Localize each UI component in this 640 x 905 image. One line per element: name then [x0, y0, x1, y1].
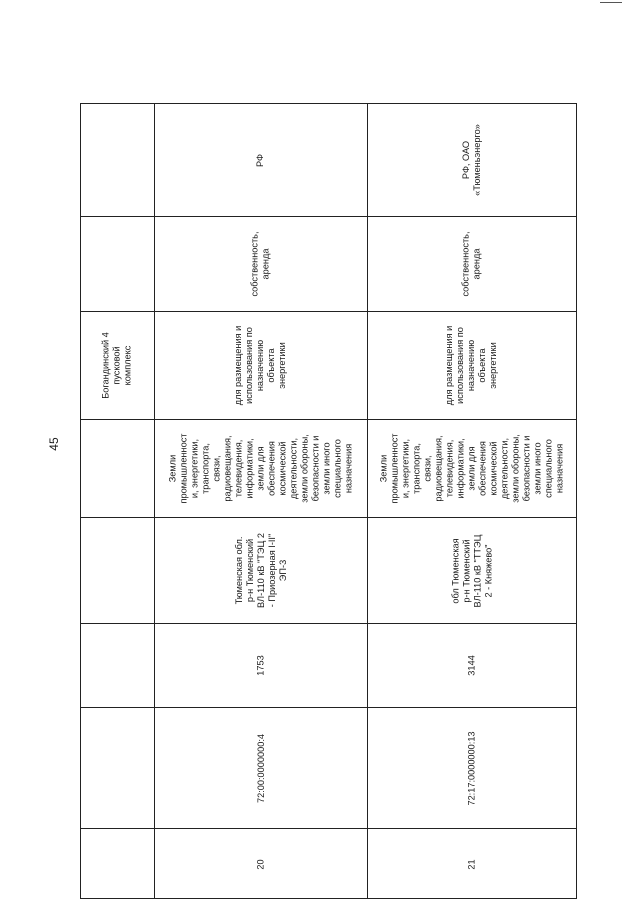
row-21-location-cell: [368, 518, 576, 623]
row-21-purpose-cell: [368, 312, 576, 419]
row-20-right-cell: [155, 217, 367, 311]
owner-text: РФ, ОАО «Тюменьэнерго»: [461, 124, 482, 196]
row-21-index-cell: [368, 829, 576, 899]
row-20-index-cell: [155, 829, 367, 899]
cadastral-number: 72:17:0000000:13: [466, 730, 477, 806]
cadastral-number: 72:00:0000000:4: [255, 733, 266, 803]
right-type-text: собственность, аренда: [461, 231, 482, 297]
land-category-text: Земли промышленност и, энергетики, транспорта, связи, радиовещания, телевидения, информатики, земли для обеспечения космической деятельности, земли обороны, безопасности и земли иного специального назначения: [378, 433, 565, 504]
area-value: 3144: [466, 655, 477, 676]
page-number: 45: [47, 437, 61, 451]
row-20-area-cell: [155, 624, 367, 707]
header-note: Богандинский 4 пусковой комплекс: [100, 331, 133, 399]
permitted-use-text: для размещения и использования по назначению объекта энергетики: [233, 325, 288, 406]
row-20-owner-cell: [155, 104, 367, 216]
area-value: 1753: [255, 655, 266, 676]
row-21-cadastral-cell: [368, 708, 576, 828]
permitted-use-text: для размещения и использования по назначению объекта энергетики: [444, 325, 499, 406]
row-21-right-cell: [368, 217, 576, 311]
row-20-purpose-cell: [155, 312, 367, 419]
row-index: 20: [255, 858, 266, 870]
row-21-area-cell: [368, 624, 576, 707]
right-type-text: собственность, аренда: [250, 231, 271, 297]
row-20-cadastral-cell: [155, 708, 367, 828]
owner-text: РФ: [255, 153, 266, 167]
header-note-cell: [80, 311, 154, 419]
row-21-owner-cell: [368, 104, 576, 216]
location-text: обл Тюменская р-н Тюменский ВЛ-110 кВ "ТТЭЦ 2 - Княжево": [450, 534, 493, 607]
row-20-category-cell: [155, 420, 367, 517]
row-index: 21: [466, 858, 477, 870]
row-21-category-cell: [368, 420, 576, 517]
land-category-text: Земли промышленност и, энергетики, транспорта, связи, радиовещания, телевидения, информатики, земли для обеспечения космической деятельности, земли обороны, безопасности и земли иного специального назначения: [167, 433, 354, 504]
top-edge-mark: [600, 2, 622, 3]
location-text: Тюменская обл. р-н Тюменский ВЛ-110 кВ "ТЭЦ 2 - Приозерная I-II" ЭП-3: [233, 533, 288, 608]
row-20-location-cell: [155, 518, 367, 623]
